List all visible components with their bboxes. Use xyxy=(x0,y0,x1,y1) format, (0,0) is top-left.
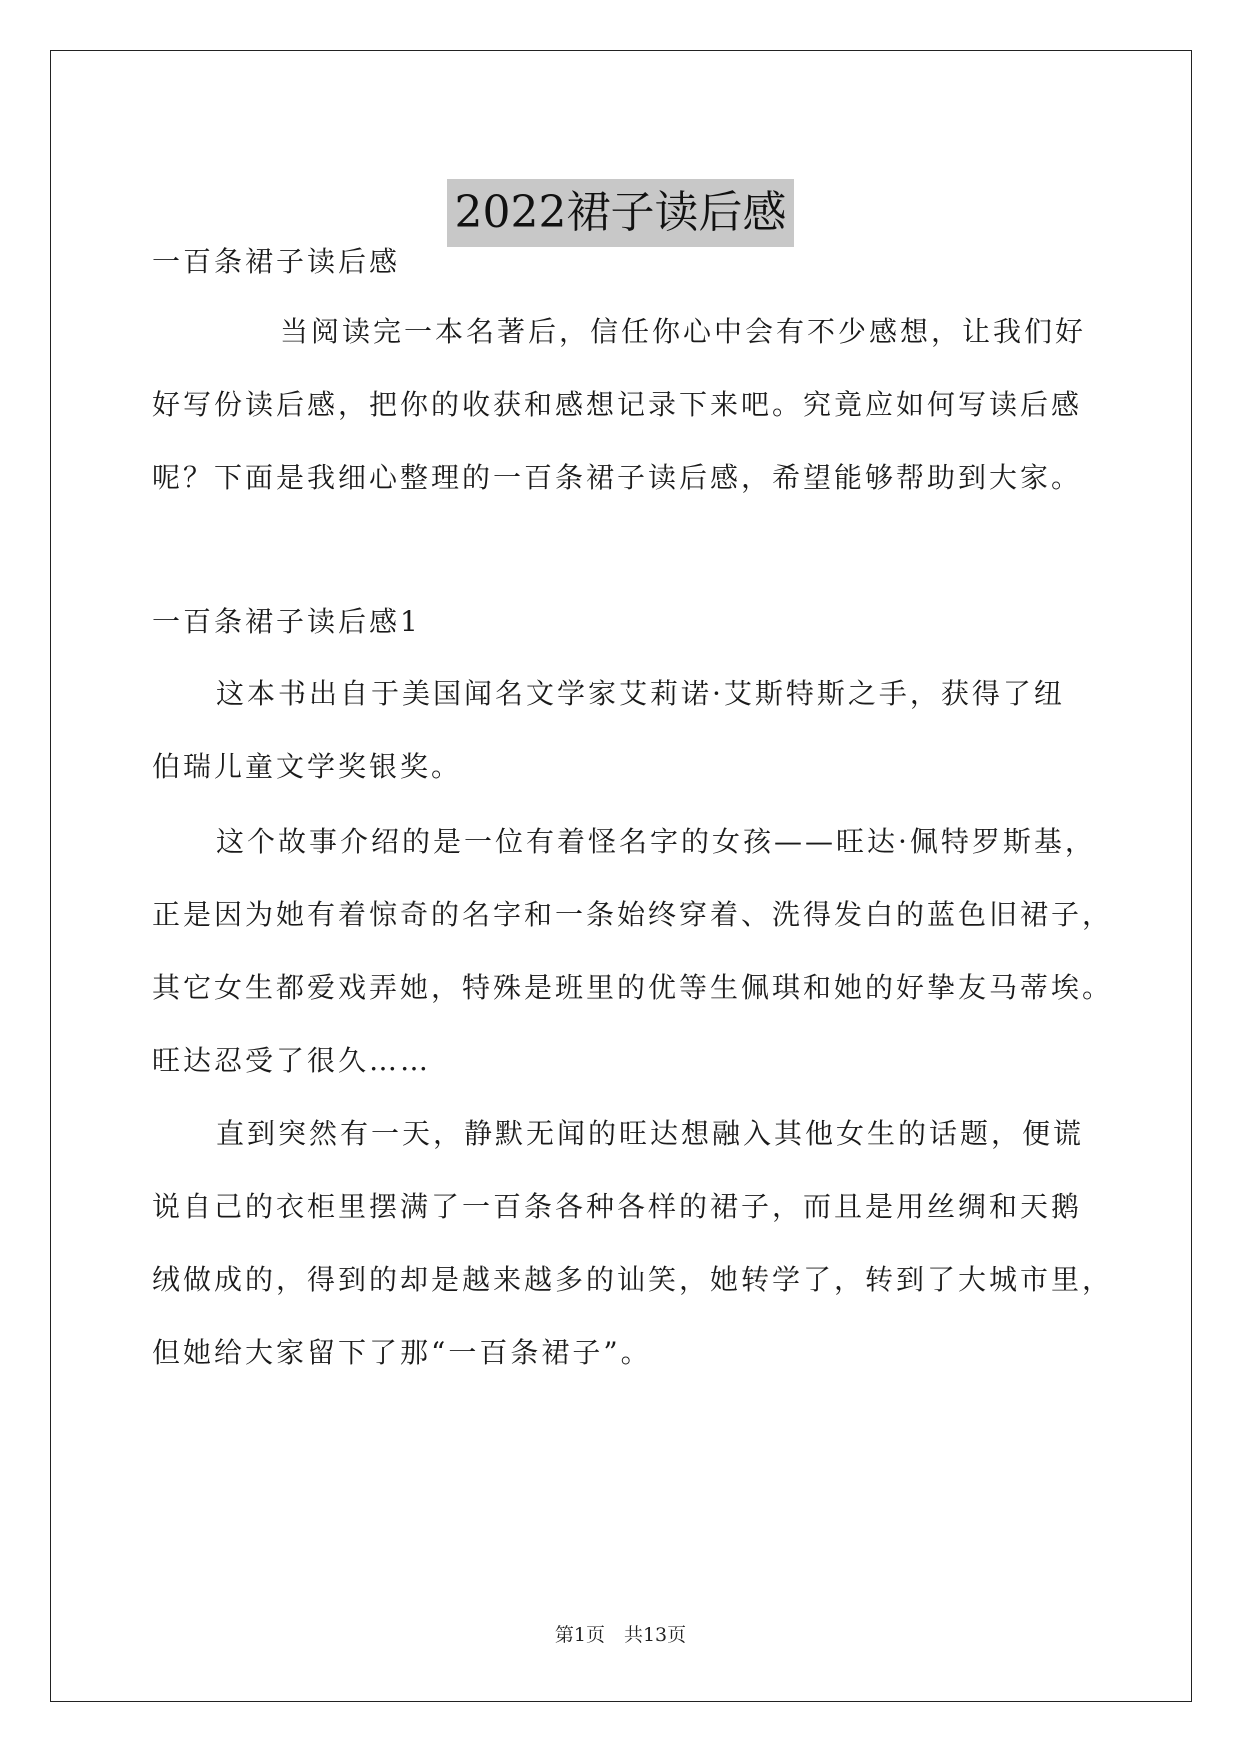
body-line: 这本书出自于美国闻名文学家艾莉诺·艾斯特斯之手，获得了纽 xyxy=(216,677,1065,710)
body-line: 旺达忍受了很久…… xyxy=(152,1044,432,1077)
body-line: 其它女生都爱戏弄她，特殊是班里的优等生佩琪和她的好挚友马蒂埃。 xyxy=(152,971,1114,1004)
body-line: 绒做成的，得到的却是越来越多的讪笑，她转学了，转到了大城市里， xyxy=(152,1263,1114,1296)
body-line: 但她给大家留下了那“一百条裙子”。 xyxy=(152,1336,652,1369)
body-line: 这个故事介绍的是一位有着怪名字的女孩——旺达·佩特罗斯基， xyxy=(216,825,1096,858)
subtitle: 一百条裙子读后感 xyxy=(152,245,401,278)
intro-line: 好写份读后感，把你的收获和感想记录下来吧。究竟应如何写读后感 xyxy=(152,388,1083,421)
document-title: 2022裙子读后感 xyxy=(447,179,795,247)
body-line: 说自己的衣柜里摆满了一百条各种各样的裙子，而且是用丝绸和天鹅 xyxy=(152,1190,1083,1223)
body-line: 正是因为她有着惊奇的名字和一条始终穿着、洗得发白的蓝色旧裙子， xyxy=(152,898,1114,931)
intro-line: 当阅读完一本名著后，信任你心中会有不少感想，让我们好 xyxy=(280,315,1087,348)
section-heading: 一百条裙子读后感1 xyxy=(152,605,421,638)
page-indicator: 第1页 共13页 xyxy=(554,1624,687,1646)
body-line: 直到突然有一天，静默无闻的旺达想融入其他女生的话题，便谎 xyxy=(216,1117,1085,1150)
body-line: 伯瑞儿童文学奖银奖。 xyxy=(152,750,463,783)
page-border xyxy=(50,50,1192,1702)
intro-line: 呢？下面是我细心整理的一百条裙子读后感，希望能够帮助到大家。 xyxy=(152,461,1083,494)
